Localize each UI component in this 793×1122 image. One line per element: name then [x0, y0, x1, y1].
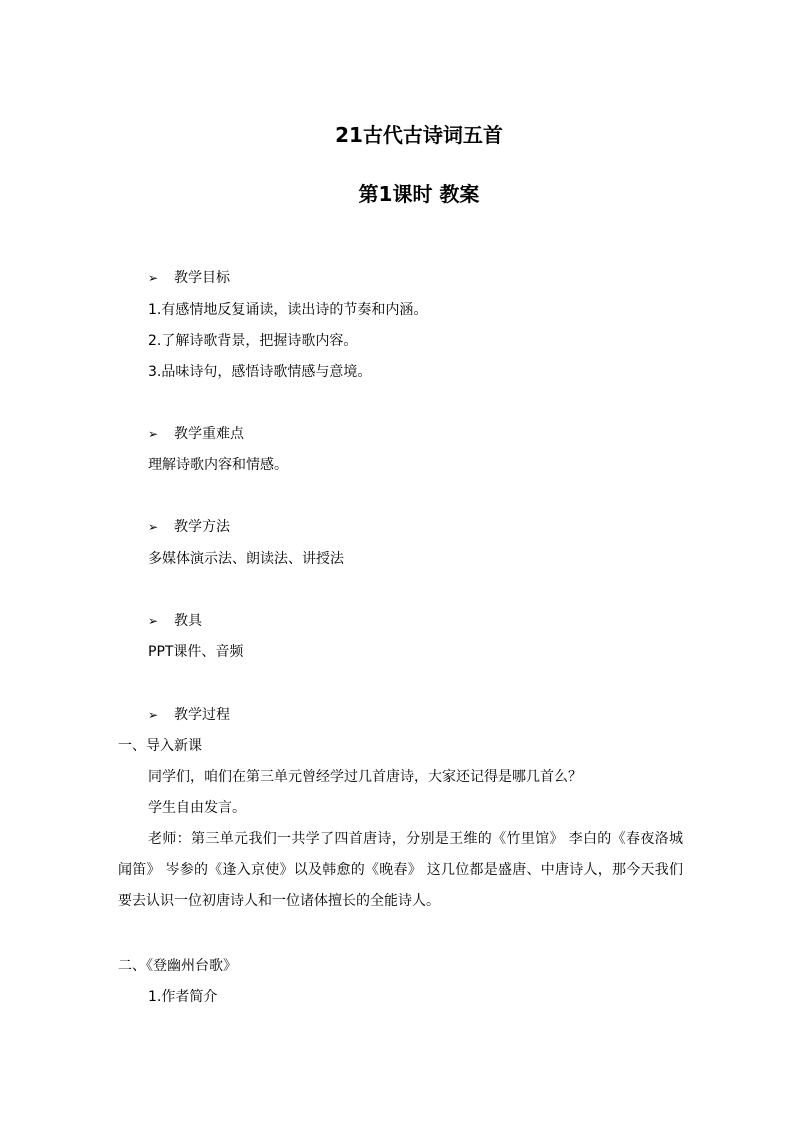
section-heading-tools [148, 611, 202, 631]
goal-item: 2.了解诗歌背景，把握诗歌内容。 [148, 333, 358, 349]
tools-text: PPT课件、音频 [148, 644, 244, 660]
document-title: 21古代古诗词五首 [335, 123, 503, 147]
section-heading-label: 教学目标 [174, 270, 230, 286]
section-heading-label: 教学过程 [174, 707, 230, 723]
process-line: 学生自由发言。 [148, 800, 246, 816]
goal-item: 1.有感情地反复诵读，读出诗的节奏和内涵。 [148, 302, 428, 318]
sub-heading: 1.作者简介 [148, 989, 218, 1005]
section-heading-label: 教具 [174, 613, 202, 629]
teacher-paragraph: 老师：第三单元我们一共学了四首唐诗，分别是王维的《竹里馆》 李白的《春夜洛城闻笛》 岑参的《逢入京使》以及韩愈的《晚春》 这几位都是盛唐、中唐诗人，那今天我们要去认识一位初唐诗人和一位诸体擅长的全能诗人。 [118, 831, 683, 909]
section-heading-methods [148, 517, 230, 537]
section-heading-label: 教学方法 [174, 519, 230, 535]
arrow-right-icon: ➢ [148, 708, 159, 722]
key-points-text: 理解诗歌内容和情感。 [148, 457, 288, 473]
arrow-right-icon: ➢ [148, 614, 159, 628]
methods-text: 多媒体演示法、朗读法、讲授法 [148, 551, 344, 567]
arrow-right-icon: ➢ [148, 520, 159, 534]
section-heading-key-points [148, 424, 244, 444]
part-title: 二、《登幽州台歌》 [118, 958, 237, 974]
arrow-right-icon: ➢ [148, 271, 159, 285]
arrow-right-icon: ➢ [148, 427, 159, 441]
part-title: 一、导入新课 [118, 738, 202, 754]
section-heading-label: 教学重难点 [174, 426, 244, 442]
section-heading-goals [148, 268, 230, 288]
process-line: 同学们，咱们在第三单元曾经学过几首唐诗，大家还记得是哪几首么？ [148, 769, 582, 785]
goal-item: 3.品味诗句，感悟诗歌情感与意境。 [148, 364, 372, 380]
document-subtitle: 第1课时 教案 [358, 182, 480, 206]
section-heading-process [148, 705, 230, 725]
